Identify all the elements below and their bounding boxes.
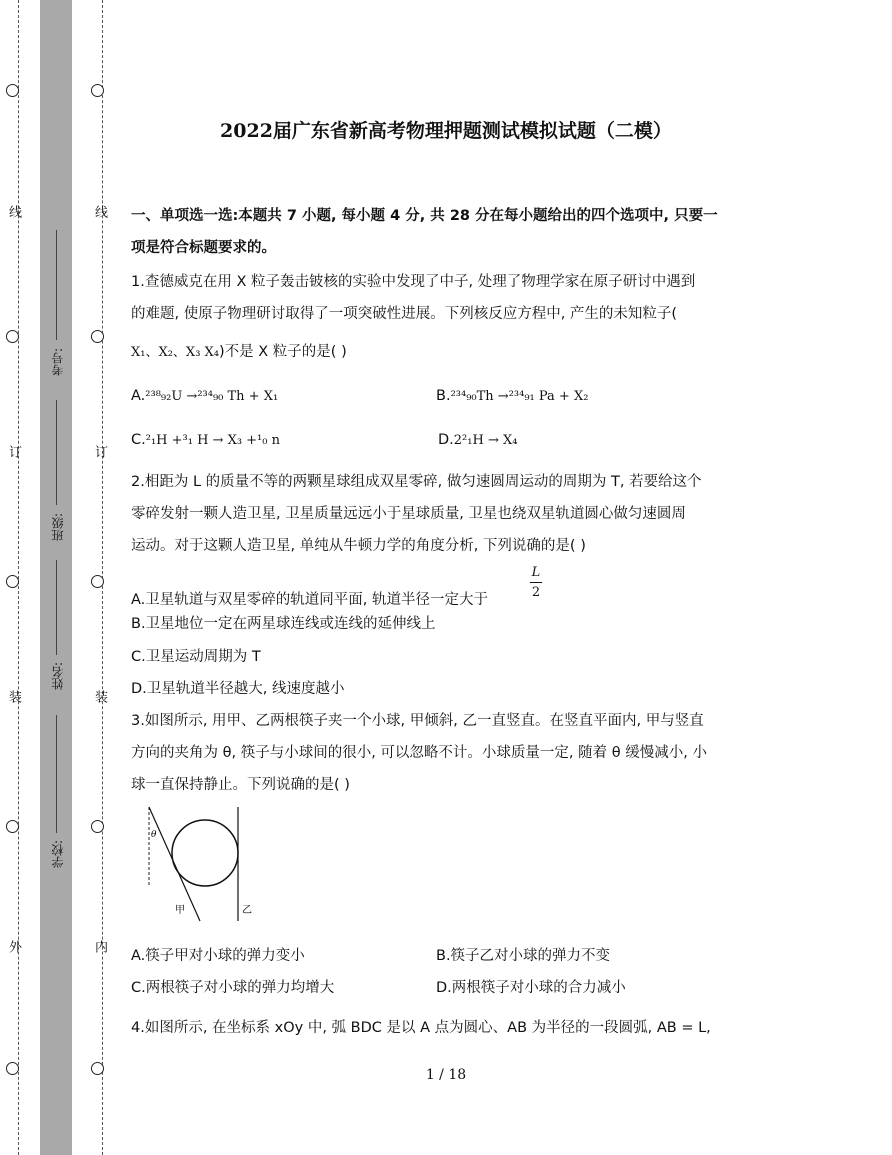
question-3-text: 球一直保持静止。下列说确的是( ) [131, 777, 350, 793]
page-number: 1 / 18 [425, 1067, 467, 1083]
question-2-text: 2.相距为 L 的质量不等的两颗星球组成双星零碎, 做匀速圆周运动的周期为 T, 若要给这个 [131, 474, 702, 490]
label-jia: 甲 [175, 905, 185, 916]
q1-option-c: C.²₁H +³₁ H → X₃ +¹₀ n [131, 432, 280, 448]
field-school: 学校: [51, 840, 65, 869]
q1-option-b: B.²³⁴₉₀Th →²³⁴₉₁ Pa + X₂ [436, 388, 589, 404]
q2-option-a: A.卫星轨道与双星零碎的轨道同平面, 轨道半径一定大于 [131, 592, 488, 608]
field-exam-number: 考号: [51, 348, 65, 377]
binding-hole [6, 820, 19, 833]
binding-hole [91, 330, 104, 343]
theta-label: θ [151, 830, 157, 840]
question-1-text: X₁、X₂、X₃ X₄)不是 X 粒子的是( ) [131, 344, 347, 360]
section-heading: 一、单项选一选:本题共 7 小题, 每小题 4 分, 共 28 分在每小题给出的四个选项中, 只要一 [131, 208, 718, 224]
question-1-text: 1.查德威克在用 X 粒子轰击铍核的实验中发现了中子, 处理了物理学家在原子研讨中遇到 [131, 274, 696, 290]
field-line [56, 230, 57, 340]
field-line [56, 715, 57, 833]
q1-option-d: D.2²₁H → X₄ [438, 432, 518, 448]
q2-option-c: C.卫星运动周期为 T [131, 649, 261, 665]
binding-margin [0, 0, 110, 1155]
binding-char: 装 [6, 690, 21, 703]
page-title: 2022届广东省新高考物理押题测试模拟试题（二模） [220, 120, 672, 142]
binding-char: 外 [6, 940, 21, 953]
question-3-text: 3.如图所示, 用甲、乙两根筷子夹一个小球, 甲倾斜, 乙一直竖直。在竖直平面内, 甲与竖直 [131, 713, 704, 729]
binding-char: 内 [92, 940, 107, 953]
section-heading: 项是符合标题要求的。 [131, 240, 276, 256]
outer-dashed-line [18, 0, 20, 1155]
q3-option-b: B.筷子乙对小球的弹力不变 [436, 948, 611, 964]
chopsticks-ball-figure [140, 803, 260, 923]
q2-option-b: B.卫星地位一定在两星球连线或连线的延伸线上 [131, 616, 436, 632]
field-class: 班级: [51, 513, 65, 542]
label-yi: 乙 [242, 905, 252, 916]
q3-option-c: C.两根筷子对小球的弹力均增大 [131, 980, 335, 996]
binding-char: 订 [6, 445, 21, 458]
q3-option-a: A.筷子甲对小球的弹力变小 [131, 948, 305, 964]
q1-option-a: A.²³⁸₉₂U →²³⁴₉₀ Th + X₁ [131, 388, 279, 404]
question-3-text: 方向的夹角为 θ, 筷子与小球间的很小, 可以忽略不计。小球质量一定, 随着 θ 缓慢减小, 小 [131, 745, 707, 761]
field-line [56, 400, 57, 505]
field-name: 姓名: [51, 662, 65, 691]
binding-hole [6, 330, 19, 343]
binding-hole [6, 84, 19, 97]
binding-char: 订 [92, 445, 107, 458]
question-1-text: 的难题, 使原子物理研讨取得了一项突破性进展。下列核反应方程中, 产生的未知粒子( [131, 306, 678, 322]
q2-option-d: D.卫星轨道半径越大, 线速度越小 [131, 681, 345, 697]
binding-hole [6, 575, 19, 588]
ball [172, 820, 238, 886]
unknown-particles: X₁、X₂、X₃ X₄ [131, 345, 219, 360]
fraction-l-over-2: L 2 [531, 565, 541, 600]
field-line [56, 560, 57, 655]
question-2-text: 零碎发射一颗人造卫星, 卫星质量远远小于星球质量, 卫星也绕双星轨道圆心做匀速圆周 [131, 506, 686, 522]
question-4-text: 4.如图所示, 在坐标系 xOy 中, 弧 BDC 是以 A 点为圆心、AB 为半径的一段圆弧, AB = L, [131, 1020, 711, 1036]
binding-char: 装 [92, 690, 107, 703]
binding-hole [91, 84, 104, 97]
q3-option-d: D.两根筷子对小球的合力减小 [436, 980, 626, 996]
binding-hole [91, 575, 104, 588]
binding-char: 线 [6, 205, 21, 218]
question-2-text: 运动。对于这颗人造卫星, 单纯从牛顿力学的角度分析, 下列说确的是( ) [131, 538, 586, 554]
binding-char: 线 [92, 205, 107, 218]
binding-hole [91, 820, 104, 833]
